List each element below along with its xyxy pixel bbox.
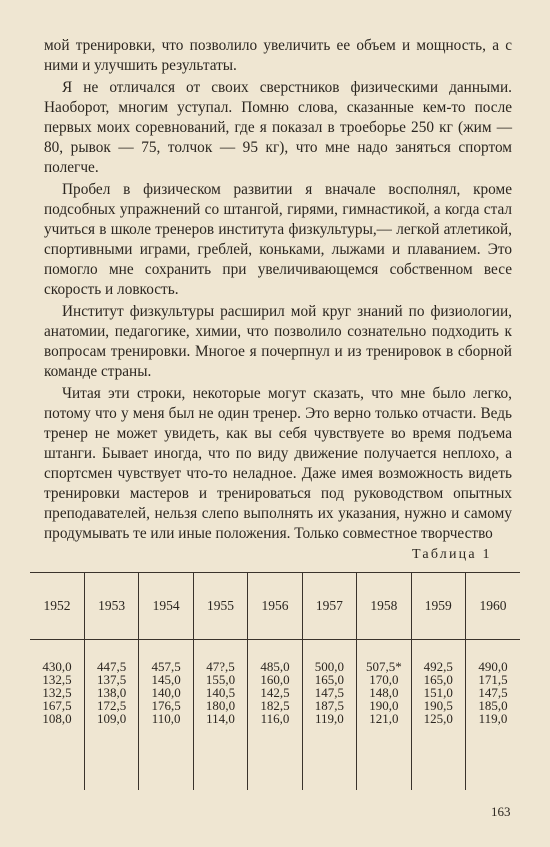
year-header: 1955 — [193, 573, 247, 640]
table-cell: 447,5 137,5 138,0 172,5 109,0 — [84, 640, 138, 791]
table-cell: 507,5* 170,0 148,0 190,0 121,0 — [357, 640, 411, 791]
year-header: 1952 — [43, 598, 71, 613]
paragraph: Институт физкультуры расширил мой круг знаний по физиологии, анатомии, педагогике, химии, что позволило сознательно подходить к вопросам тренировки. Многое я почерпнул и из тренировок в сборной команде страны. — [44, 303, 512, 380]
year-header: 1959 — [411, 573, 465, 640]
table-cell: 500,0 165,0 147,5 187,5 119,0 — [302, 640, 356, 791]
paragraph: Читая эти строки, некоторые могут сказать, что мне было легко, потому что у меня был не один тренер. Это верно только отчасти. Ведь тренер не может увидеть, как вы себя чувствуете во время подъема штанги. Бывает иногда, что по виду движение получается неплохо, а спортсмен чувствует что-то неладное. Даже имея возможность видеть тренировки мастеров и тренироваться под руководством опытных преподавателей, нельзя слепо выполнять их указания, нужно и самому продумывать те или иные положения. Только совместное творчество — [44, 385, 512, 542]
year-header: 1956 — [248, 573, 302, 640]
table-header-row — [30, 573, 520, 640]
year-header: 1958 — [357, 573, 411, 640]
page-number: 163 — [491, 804, 511, 819]
year-header: 1954 — [139, 573, 193, 640]
year-header: 1957 — [302, 573, 356, 640]
table-cell: 430,0 132,5 132,5 167,5 108,0 — [42, 659, 72, 726]
table-cell: 47?,5 155,0 140,5 180,0 114,0 — [193, 640, 247, 791]
body-text — [44, 36, 512, 544]
table-row — [30, 640, 520, 791]
paragraph: Я не отличался от своих сверстников физическими данными. Наоборот, многим уступал. Помню слова, сказанные кем-то после первых моих соревнований, где я показал в троеборье 250 кг (жим — 80, рывок — 75, толчок — 95 кг), что мне надо заняться спортом полегче. — [44, 79, 512, 176]
results-table — [30, 572, 520, 790]
year-header: 1960 — [466, 573, 521, 640]
table-cell: 457,5 145,0 140,0 176,5 110,0 — [139, 640, 193, 791]
table-cell: 490,0 171,5 147,5 185,0 119,0 — [466, 640, 521, 791]
paragraph: Пробел в физическом развитии я вначале восполнял, кроме подсобных упражнений со штангой, гирями, гимнастикой, а когда стал учиться в школе тренеров института физкультуры,— легкой атлетикой, спортивными играми, греблей, коньками, лыжами и плаванием. Это помогло мне сохранить при увеличивающемся собственном весе скорость и ловкость. — [44, 181, 512, 298]
table-cell: 485,0 160,0 142,5 182,5 116,0 — [248, 640, 302, 791]
table-cell: 492,5 165,0 151,0 190,5 125,0 — [411, 640, 465, 791]
paragraph: мой тренировки, что позволило увеличить ее объем и мощность, а с ними и улучшить результаты. — [44, 37, 512, 74]
year-header: 1953 — [84, 573, 138, 640]
table-caption: Таблица 1 — [412, 547, 492, 562]
